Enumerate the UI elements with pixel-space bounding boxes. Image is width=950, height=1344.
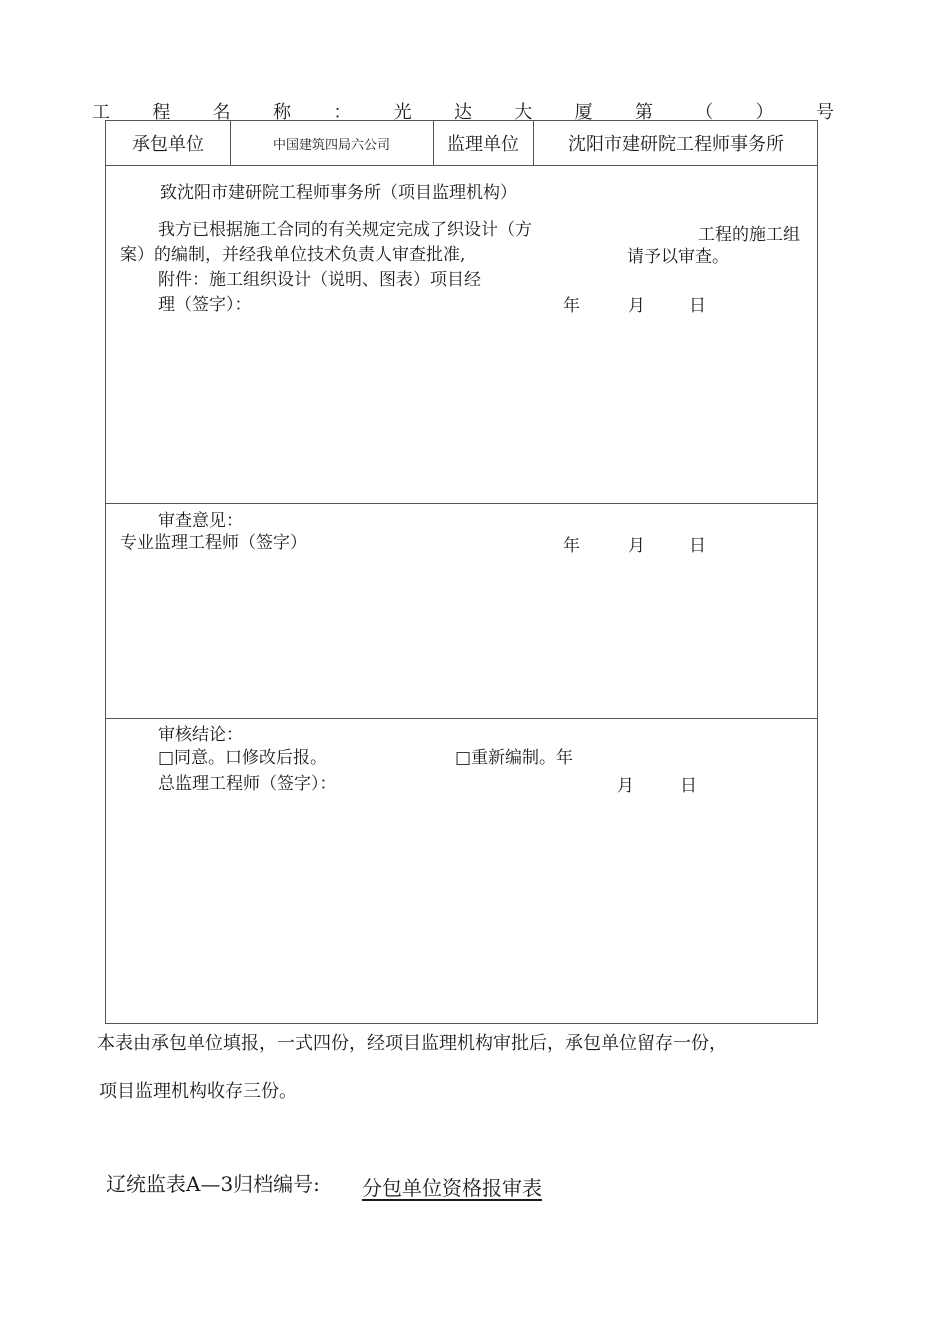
addressee-name: 沈阳市建研院工程师事务所 — [177, 183, 381, 203]
next-form-title: 分包单位资格报审表 — [362, 1176, 542, 1200]
date-day: 日 — [689, 296, 706, 316]
body-line-2-right: 请予以审查。 — [627, 247, 729, 267]
option-agree-revise[interactable]: □同意。口修改后报。 — [158, 748, 328, 768]
header-char: 号 — [815, 102, 834, 123]
header-char: 名 — [212, 102, 231, 123]
manager-signature-label: 理（签字）： — [158, 295, 252, 315]
specialist-signature-label: 专业监理工程师（签字） — [120, 533, 307, 553]
supervisor-value: 沈阳市建研院工程师事务所 — [568, 134, 784, 155]
header-char: （ — [695, 102, 714, 123]
header-char: 第 — [634, 102, 653, 123]
body-line-1: 我方已根据施工合同的有关规定完成了织设计（方 — [158, 220, 532, 240]
header-char: 称 — [272, 102, 291, 123]
date-month: 月 — [628, 536, 645, 556]
audit-conclusion-title: 审核结论： — [158, 725, 243, 745]
addressee-prefix: 致 — [160, 183, 177, 203]
date-day: 日 — [689, 536, 706, 556]
date-day: 日 — [680, 776, 697, 796]
body-line-1-right: 工程的施工组 — [698, 225, 800, 245]
date-month: 月 — [628, 296, 645, 316]
header-char: 达 — [453, 102, 472, 123]
header-char: 大 — [514, 102, 533, 123]
date-year: 年 — [563, 296, 580, 316]
date-year: 年 — [563, 536, 580, 556]
body-line-2: 案）的编制，并经我单位技术负责人审查批准, — [120, 245, 466, 265]
contractor-value: 中国建筑四局六公司 — [272, 137, 390, 153]
contractor-label: 承包单位 — [132, 134, 204, 155]
note-line-1: 本表由承包单位填报，一式四份，经项目监理机构审批后，承包单位留存一份， — [97, 1033, 727, 1054]
row-divider — [106, 503, 817, 504]
header-char: 程 — [152, 102, 171, 123]
attachment-line: 附件：施工组织设计（说明、图表）项目经 — [158, 270, 481, 290]
addressee-line — [160, 178, 517, 203]
header-char: ） — [755, 102, 774, 123]
note-line-2: 项目监理机构收存三份。 — [99, 1081, 297, 1102]
header-char: 工 — [92, 102, 110, 123]
supervisor-label: 监理单位 — [447, 134, 519, 155]
header-char: ： — [333, 102, 352, 123]
header-char: 光 — [393, 102, 412, 123]
row-divider — [106, 165, 817, 166]
review-opinion-title: 审查意见： — [158, 511, 243, 531]
date-month: 月 — [617, 776, 634, 796]
row-divider — [106, 718, 817, 719]
option-recompile[interactable]: □重新编制。年 — [455, 748, 574, 768]
header-char: 厦 — [574, 102, 593, 123]
addressee-suffix: （项目监理机构） — [381, 183, 517, 203]
form-code-label: 辽统监表A—3归档编号: — [106, 1172, 320, 1196]
chief-signature-label: 总监理工程师（签字）： — [158, 774, 337, 794]
